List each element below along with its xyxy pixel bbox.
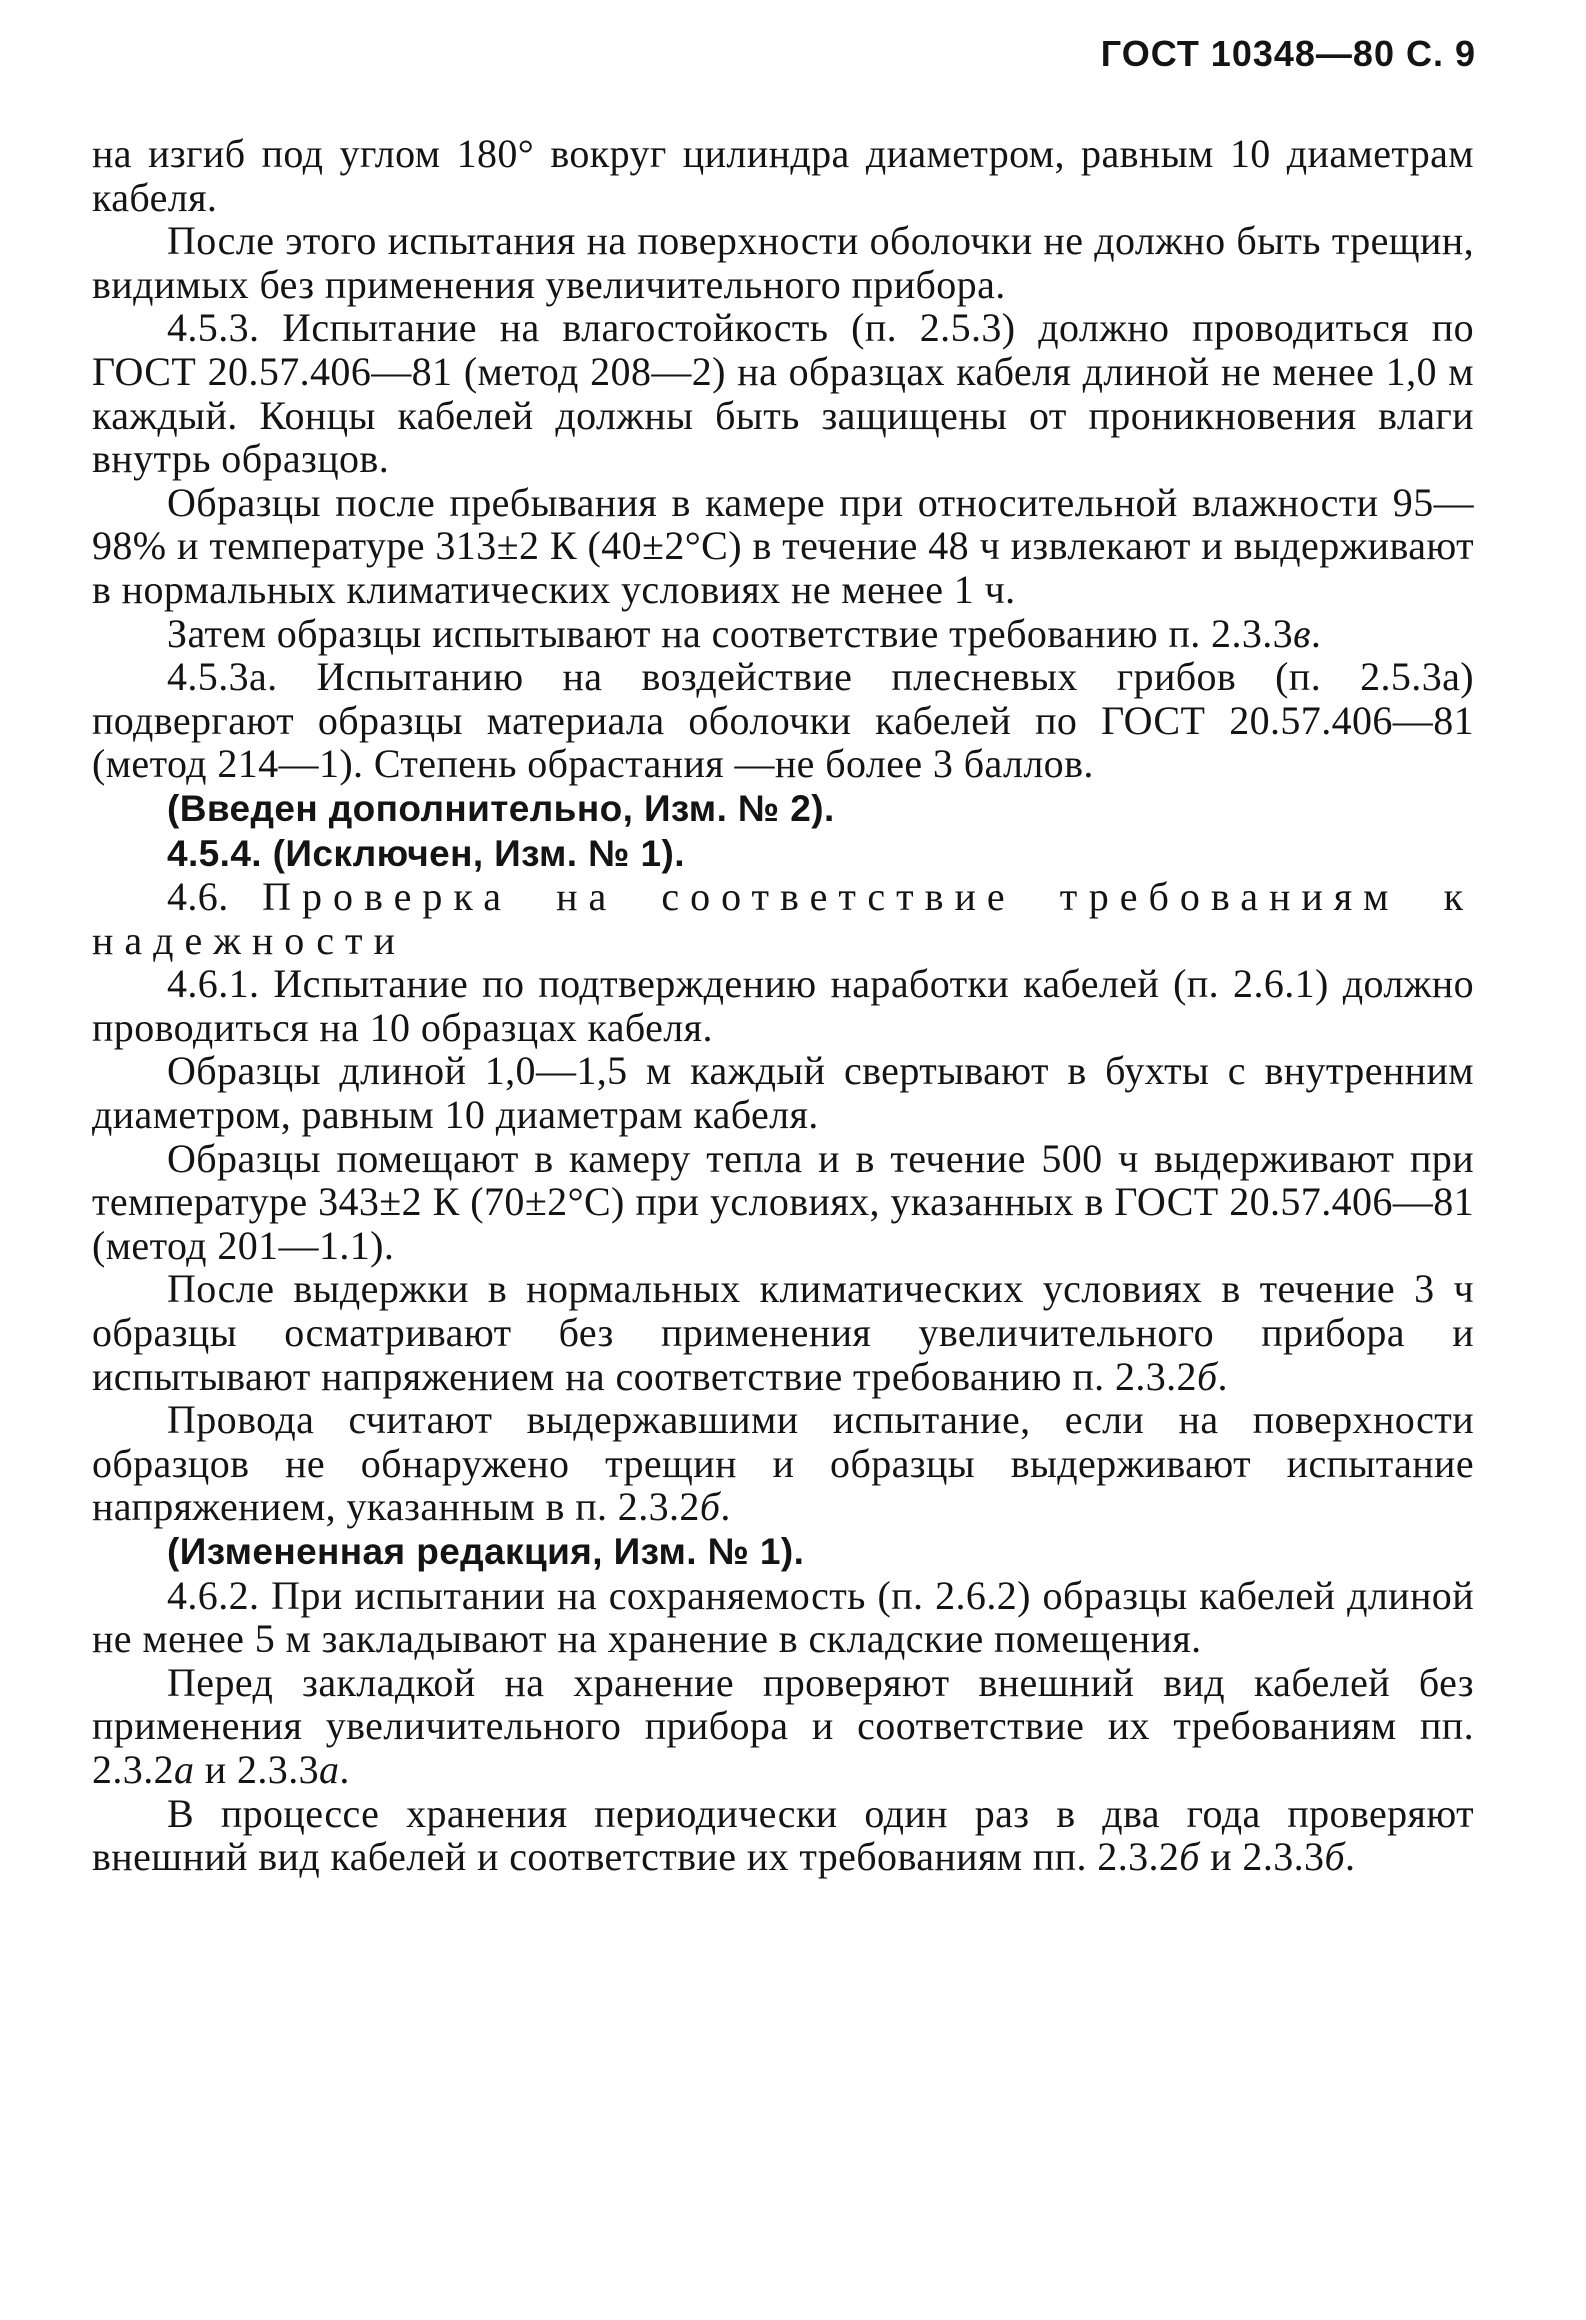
section-heading-4-6 [92,875,1474,962]
text: и 2.3.3 [194,1746,320,1792]
paragraph: Образцы длиной 1,0—1,5 м каждый свертывают в бухты с внутренним диаметром, равным 10 диаметрам кабеля. [92,1048,1474,1138]
paragraph: После этого испытания на поверхности оболочки не должно быть трещин, видимых без применения увеличительного прибора. [92,218,1474,307]
italic-letter: в [1293,610,1311,656]
italic-letter: а [319,1746,340,1792]
paragraph [92,1267,1474,1398]
italic-letter: а [174,1746,195,1792]
text: Перед закладкой на хранение проверяют внешний вид кабелей без применения увеличительного прибора и соответствие их требованиям пп. 2.3.2 [92,1659,1474,1792]
italic-letter: б [1324,1834,1345,1880]
amendment-text: (Измененная редакция, Изм. № 1). [167,1531,805,1572]
amendment-text: (Введен дополнительно, Изм. № 2). [167,787,835,829]
section-title: Проверка на соответствие требованиям к надежности [92,874,1475,963]
paragraph [92,612,1474,656]
text: . [1344,1834,1356,1880]
text: В процессе хранения периодически один раз в два года проверяют внешний вид кабелей и соответствие их требованиям пп. 2.3.2 [92,1790,1474,1880]
clause-4-6-2: 4.6.2. При испытании на сохраняемость (п. 2.6.2) образцы кабелей длиной не менее 5 м закладывают на хранение в складские помещения. [92,1572,1474,1662]
clause-4-5-3a: 4.5.3а. Испытанию на воздействие плесневых грибов (п. 2.5.3а) подвергают образцы материала оболочки кабелей по ГОСТ 20.57.406—81 (метод 214—1). Степень обрастания —не более 3 баллов. [92,654,1474,787]
paragraph [92,1661,1474,1792]
text: . [720,1484,731,1530]
italic-letter: б [1196,1353,1218,1399]
paragraph [92,1398,1474,1529]
text: . [1310,610,1322,656]
clause-4-5-4 [92,831,1474,876]
clause-4-5-3: 4.5.3. Испытание на влагостойкость (п. 2.5.3) должно проводиться по ГОСТ 20.57.406—81 (метод 208—2) на образцах кабеля длиной не менее 1,0 м каждый. Концы кабелей должны быть защищены от проникновения влаги внутрь образцов. [92,305,1474,482]
text: и 2.3.3 [1199,1834,1325,1880]
text: Провода считают выдержавшими испытание, если на поверхности образцов не обнаружено трещин и образцы выдерживают испытание напряжением, указанным в п. 2.3.2 [92,1397,1474,1530]
section-number: 4.6. [167,874,229,920]
running-head: ГОСТ 10348—80 С. 9 [1100,33,1476,74]
text: После выдержки в нормальных климатических условиях в течение 3 ч образцы осматривают без применения увеличительного прибора и испытывают напряжением на соответствие требованию п. 2.3.2 [92,1266,1474,1399]
clause-4-6-1: 4.6.1. Испытание по подтверждению наработки кабелей (п. 2.6.1) должно проводиться на 10 образцах кабеля. [92,961,1474,1050]
document-body [92,132,1474,1879]
paragraph: на изгиб под углом 180° вокруг цилиндра диаметром, равным 10 диаметрам кабеля. [92,131,1474,220]
paragraph [92,1792,1474,1879]
paragraph: Образцы после пребывания в камере при относительной влажности 95—98% и температуре 313±2 К (40±2°С) в течение 48 ч извлекают и выдерживают в нормальных климатических условиях не менее 1 ч. [92,479,1474,612]
italic-letter: б [1179,1834,1200,1880]
text: Затем образцы испытывают на соответствие требованию п. 2.3.3 [167,610,1294,656]
amendment-text: 4.5.4. (Исключен, Изм. № 1). [167,832,685,874]
paragraph: Образцы помещают в камеру тепла и в течение 500 ч выдерживают при температуре 343±2 К (70±2°С) при условиях, указанных в ГОСТ 20.57.406—81 (метод 201—1.1). [92,1135,1474,1268]
amendment-note [92,1529,1474,1574]
italic-letter: б [699,1484,721,1530]
text: . [339,1746,350,1792]
text: . [1217,1353,1228,1399]
amendment-note [92,786,1474,831]
